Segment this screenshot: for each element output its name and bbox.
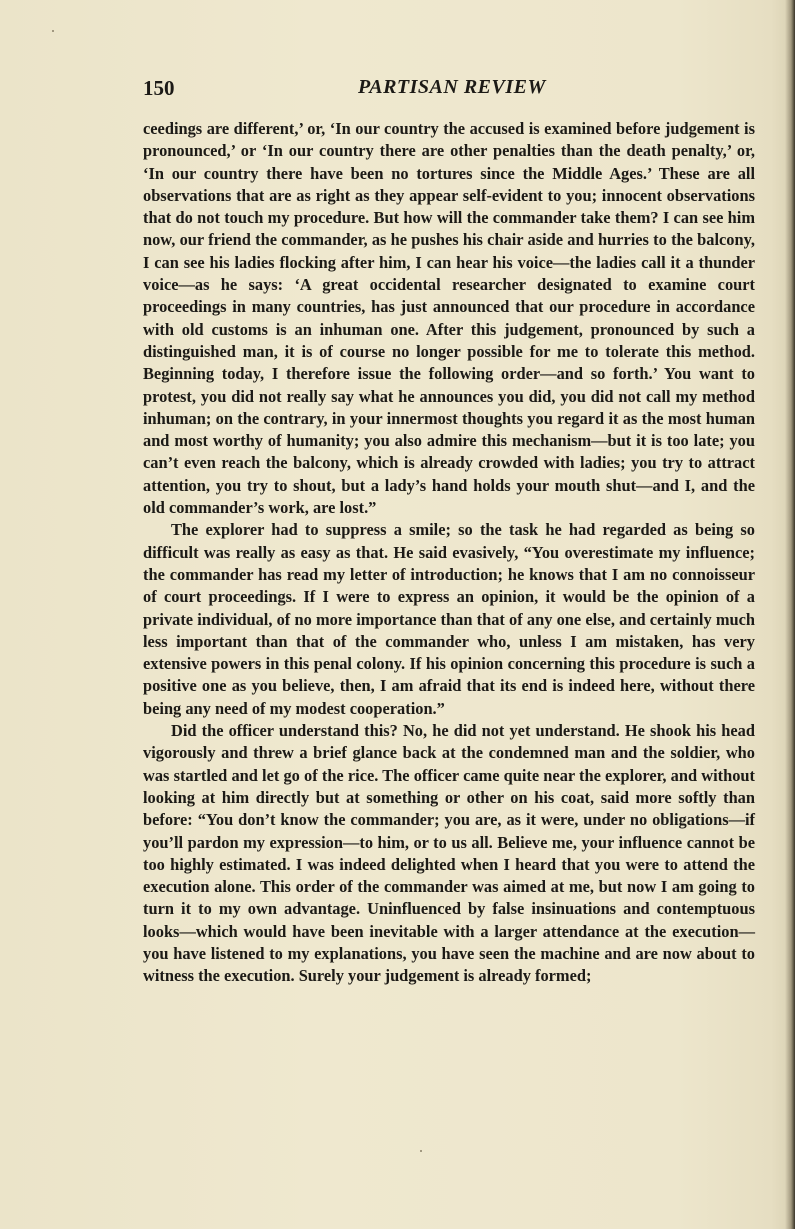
running-head: PARTISAN REVIEW bbox=[358, 76, 546, 98]
paragraph: Did the officer understand this? No, he did not yet understand. He shook his head vigorously and threw a brief glance back at the condemned man and the soldier, who was startled and let go of the rice. The officer came quite near the explorer, and without looking at him directly but at something or other on his coat, said more softly than before: “You don’t know the commander; you are, as it were, under no obligations—if you’ll pardon my expression—to him, or to us all. Believe me, your influence cannot be too highly estimated. I was indeed delighted when I heard that you were to attend the execution alone. This order of the commander was aimed at me, but now I am going to turn it to my own advantage. Uninfluenced by false insinuations and contemptuous looks—which would have been inevitable with a larger attendance at the execution—you have listened to my explanations, you have seen the machine and are now about to witness the execution. Surely your judgement is already formed; bbox=[143, 721, 755, 986]
paper-speck bbox=[420, 1150, 422, 1152]
page-number: 150 bbox=[143, 76, 175, 100]
page-header bbox=[143, 76, 755, 106]
paper-speck bbox=[52, 30, 54, 32]
page-spine-shadow bbox=[785, 0, 795, 1229]
paragraph: ceedings are different,’ or, ‘In our country the accused is examined before judgement is pronounced,’ or ‘In our country there are other penalties than the death penalty,’ or, ‘In our country there have been no tortures since the Middle Ages.’ These are all observations that are as right as they appear self-evident to you; innocent observations that do not touch my procedure. But how will the commander take them? I can see him now, our friend the commander, as he pushes his chair aside and hurries to the balcony, I can see his ladies flocking after him, I can hear his voice—the ladies call it a thunder voice—as he says: ‘A great occidental researcher designated to examine court proceedings in many countries, has just announced that our procedure in accordance with old customs is an inhuman one. After this judgement, pronounced by such a distinguished man, it is of course no longer possible for me to tolerate this method. Beginning today, I therefore issue the following order—and so forth.’ You want to protest, you did not really say what he announces you did, you did not call my method inhuman; on the contrary, in your innermost thoughts you regard it as the most human and most worthy of humanity; you also admire this mechanism—but it is too late; you can’t even reach the balcony, which is already crowded with ladies; you try to attract attention, you try to shout, but a lady’s hand holds your mouth shut—and I, and the old commander’s work, are lost.” bbox=[143, 119, 755, 518]
paragraph: The explorer had to suppress a smile; so the task he had regarded as being so difficult was really as easy as that. He said evasively, “You overestimate my influence; the commander has read my letter of introduction; he knows that I am no connoisseur of court proceedings. If I were to express an opinion, it would be the opinion of a private individual, of no more importance than that of any one else, and certainly much less important than that of the commander who, unless I am mistaken, has very extensive powers in this penal colony. If his opinion concerning this procedure is such a positive one as you believe, then, I am afraid that its end is indeed here, without there being any need of my modest cooperation.” bbox=[143, 520, 755, 718]
body-text bbox=[143, 118, 755, 988]
